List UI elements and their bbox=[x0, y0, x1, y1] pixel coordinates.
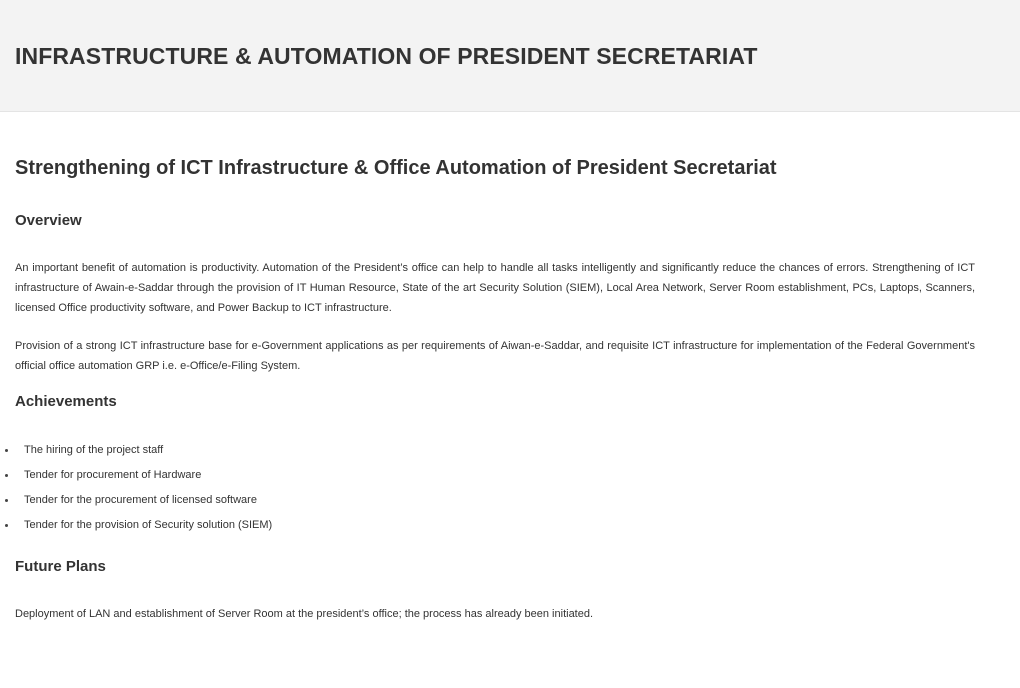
list-item bbox=[0, 467, 272, 492]
overview-heading: Overview bbox=[15, 212, 82, 229]
list-item-label: Tender for procurement of Hardware bbox=[24, 469, 202, 481]
bullet-icon bbox=[5, 524, 8, 527]
overview-paragraph-2: Provision of a strong ICT infrastructure base for e-Government applications as per requirements of Aiwan-e-Saddar, and requisite ICT infrastructure for implementation of the Federal Government's official office automation GRP i.e. e-Office/e-Filing System. bbox=[15, 340, 975, 372]
list-item-label: Tender for the procurement of licensed software bbox=[24, 494, 257, 506]
future-plans-heading: Future Plans bbox=[15, 558, 106, 575]
page-header-title: INFRASTRUCTURE & AUTOMATION OF PRESIDENT SECRETARIAT bbox=[15, 43, 758, 69]
achievements-heading: Achievements bbox=[15, 393, 117, 410]
page-title: Strengthening of ICT Infrastructure & Office Automation of President Secretariat bbox=[15, 157, 777, 179]
future-plans-text: Deployment of LAN and establishment of Server Room at the president’s office; the process has already been initiated. bbox=[15, 608, 594, 620]
list-item bbox=[0, 492, 272, 517]
list-item-label: Tender for the provision of Security solution (SIEM) bbox=[24, 519, 273, 531]
list-item bbox=[0, 442, 272, 467]
overview-paragraph-1: An important benefit of automation is productivity. Automation of the President’s office can help to handle all tasks intelligently and significantly reduce the chances of errors. Strengthening of ICT infrastructure of Awain-e-Saddar through the provision of IT Human Resource, State of the art Security Solution (SIEM), Local Area Network, Server Room establishment, PCs, Laptops, Scanners, licensed Office productivity software, and Power Backup to ICT infrastructure. bbox=[15, 262, 975, 314]
achievements-list bbox=[0, 442, 272, 542]
list-item-label: The hiring of the project staff bbox=[24, 444, 164, 456]
page-header bbox=[0, 0, 1020, 112]
bullet-icon bbox=[5, 499, 8, 502]
bullet-icon bbox=[5, 449, 8, 452]
bullet-icon bbox=[5, 474, 8, 477]
list-item bbox=[0, 517, 272, 542]
